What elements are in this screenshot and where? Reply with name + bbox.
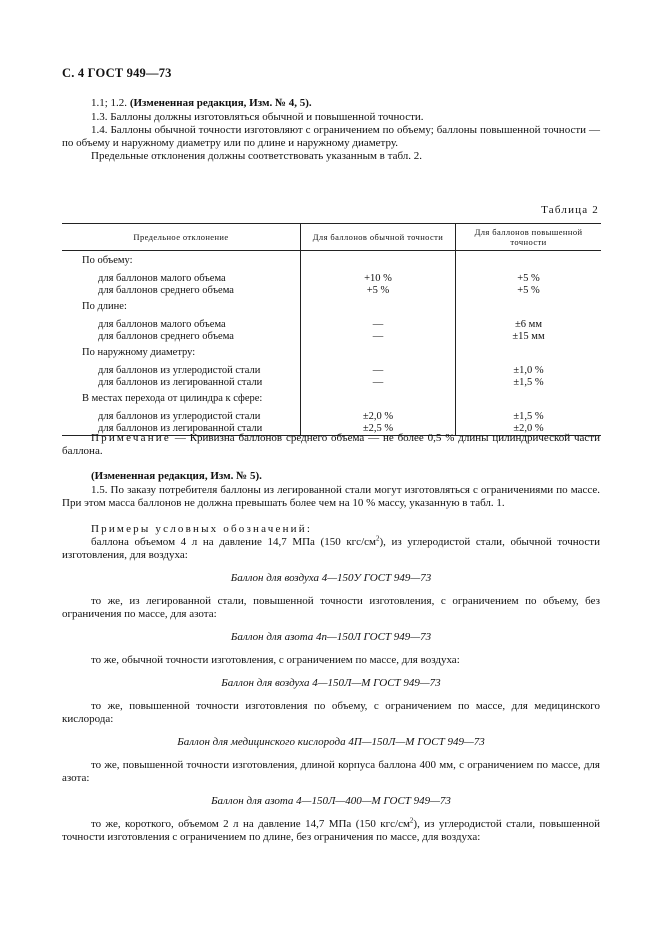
example-5-text: то же, повышенной точности изготовления, длиной корпуса баллона 400 мм, с ограничением по массе, для азота:	[62, 759, 600, 784]
cell-high: +5 %	[456, 285, 602, 297]
superscript: 2	[409, 816, 414, 825]
cell-high: ±6 мм	[456, 319, 602, 331]
table-row	[62, 331, 601, 343]
paragraph-1-3: 1.3. Баллоны должны изготовляться обычной и повышенной точности.	[91, 111, 424, 123]
amendment-note-5	[62, 470, 600, 483]
cell-ordinary: —	[301, 365, 456, 377]
table-row	[62, 377, 601, 389]
cell-high: +5 %	[456, 273, 602, 285]
group-title: По объему:	[82, 255, 133, 266]
row-label: для баллонов малого объема	[98, 319, 226, 330]
row-label: для баллонов малого объема	[98, 273, 226, 284]
cell-high: ±2,0 %	[456, 423, 602, 436]
example-text-part: то же, короткого, объемом 2 л на давление 14,7 МПа (150 кгс/см	[91, 818, 410, 830]
example-text-part: ), из углеродистой стали, обычной точности изготовления, для воздуха:	[62, 536, 600, 561]
table-group-row	[62, 389, 601, 405]
page-header: С. 4 ГОСТ 949—73	[62, 66, 172, 80]
designation-2: Баллон для азота 4п—150Л ГОСТ 949—73	[230, 631, 432, 643]
example-3-text: то же, обычной точности изготовления, с ограничением по массе, для воздуха:	[91, 654, 460, 666]
cell-high: ±1,5 %	[456, 377, 602, 389]
table-group-row	[62, 251, 601, 268]
cell-ordinary: +5 %	[301, 285, 456, 297]
note-label: Примечание	[91, 432, 171, 444]
table-row	[62, 365, 601, 377]
example-2-text: то же, из легированной стали, повышенной точности изготовления, с ограничением по объему, без ограничения по массе, для азота:	[62, 595, 600, 620]
group-title: По наружному диаметру:	[82, 347, 196, 358]
designation-1: Баллон для воздуха 4—150У ГОСТ 949—73	[230, 572, 432, 584]
row-label: для баллонов из углеродистой стали	[98, 411, 261, 422]
table-row	[62, 273, 601, 285]
row-label: для баллонов из легированной стали	[98, 423, 263, 434]
row-label: для баллонов из легированной стали	[98, 377, 263, 388]
designation-3: Баллон для воздуха 4—150Л—М ГОСТ 949—73	[221, 677, 441, 689]
group-title: В местах перехода от цилиндра к сфере:	[82, 393, 263, 404]
example-6-text	[62, 818, 600, 844]
column-header: Предельное отклонение	[62, 224, 301, 251]
paragraph-1-1-1-2	[62, 97, 600, 110]
table-group-row	[62, 297, 601, 313]
row-label: для баллонов среднего объема	[98, 331, 234, 342]
table-note	[62, 432, 600, 458]
table-caption: Таблица 2	[541, 204, 599, 216]
superscript: 2	[375, 534, 380, 543]
column-header: Для баллонов повышенной точности	[456, 224, 602, 251]
clause-number: 1.1; 1.2.	[91, 97, 130, 109]
row-label: для баллонов из углеродистой стали	[98, 365, 261, 376]
column-header: Для баллонов обычной точности	[301, 224, 456, 251]
cell-ordinary: —	[301, 319, 456, 331]
cell-high: ±15 мм	[456, 331, 602, 343]
group-title: По длине:	[82, 301, 127, 312]
table-header-row	[62, 224, 601, 251]
cell-high: ±1,5 %	[456, 411, 602, 423]
designation-5: Баллон для азота 4—150Л—400—М ГОСТ 949—73	[211, 795, 451, 807]
amendment-note: (Измененная редакция, Изм. № 5).	[91, 470, 262, 482]
example-1-text	[62, 536, 600, 562]
deviation-table	[62, 223, 601, 442]
cell-ordinary: ±2,5 %	[301, 423, 456, 436]
amendment-note: (Измененная редакция, Изм. № 4, 5).	[129, 97, 312, 109]
example-text-part: баллона объемом 4 л на давление 14,7 МПа (150 кгс/см	[91, 536, 376, 548]
cell-ordinary: +10 %	[301, 273, 456, 285]
table-row	[62, 411, 601, 423]
paragraph-1-5: 1.5. По заказу потребителя баллоны из легированной стали могут изготовляться с ограничениями по массе. При этом масса баллонов не должна превышать более чем на 10 % массу, указанную в табл. 1.	[62, 484, 600, 509]
paragraph-1-4: 1.4. Баллоны обычной точности изготовляют с ограничением по объему; баллоны повышенной точности — по объему и наружному диаметру или по длине и наружному диаметру.	[62, 124, 600, 149]
cell-high: ±1,0 %	[456, 365, 602, 377]
examples-title: Примеры условных обозначений:	[91, 523, 313, 535]
table-group-row	[62, 343, 601, 359]
example-text-part: ), из углеродистой стали, повышенной точности изготовления с ограничением по длине, без ограничения по массе, для воздуха:	[62, 818, 600, 843]
table-row	[62, 319, 601, 331]
designation-4: Баллон для медицинского кислорода 4П—150Л—М ГОСТ 949—73	[177, 736, 485, 748]
row-label: для баллонов среднего объема	[98, 285, 234, 296]
cell-ordinary: —	[301, 377, 456, 389]
paragraph-deviations: Предельные отклонения должны соответствовать указанным в табл. 2.	[91, 150, 423, 162]
cell-ordinary: —	[301, 331, 456, 343]
table-row	[62, 285, 601, 297]
note-text: — Кривизна баллонов среднего объема — не более 0,5 % длины цилиндрической части баллона.	[62, 432, 600, 457]
example-4-text: то же, повышенной точности изготовления по объему, с ограничением по массе, для медицинского кислорода:	[62, 700, 600, 725]
cell-ordinary: ±2,0 %	[301, 411, 456, 423]
